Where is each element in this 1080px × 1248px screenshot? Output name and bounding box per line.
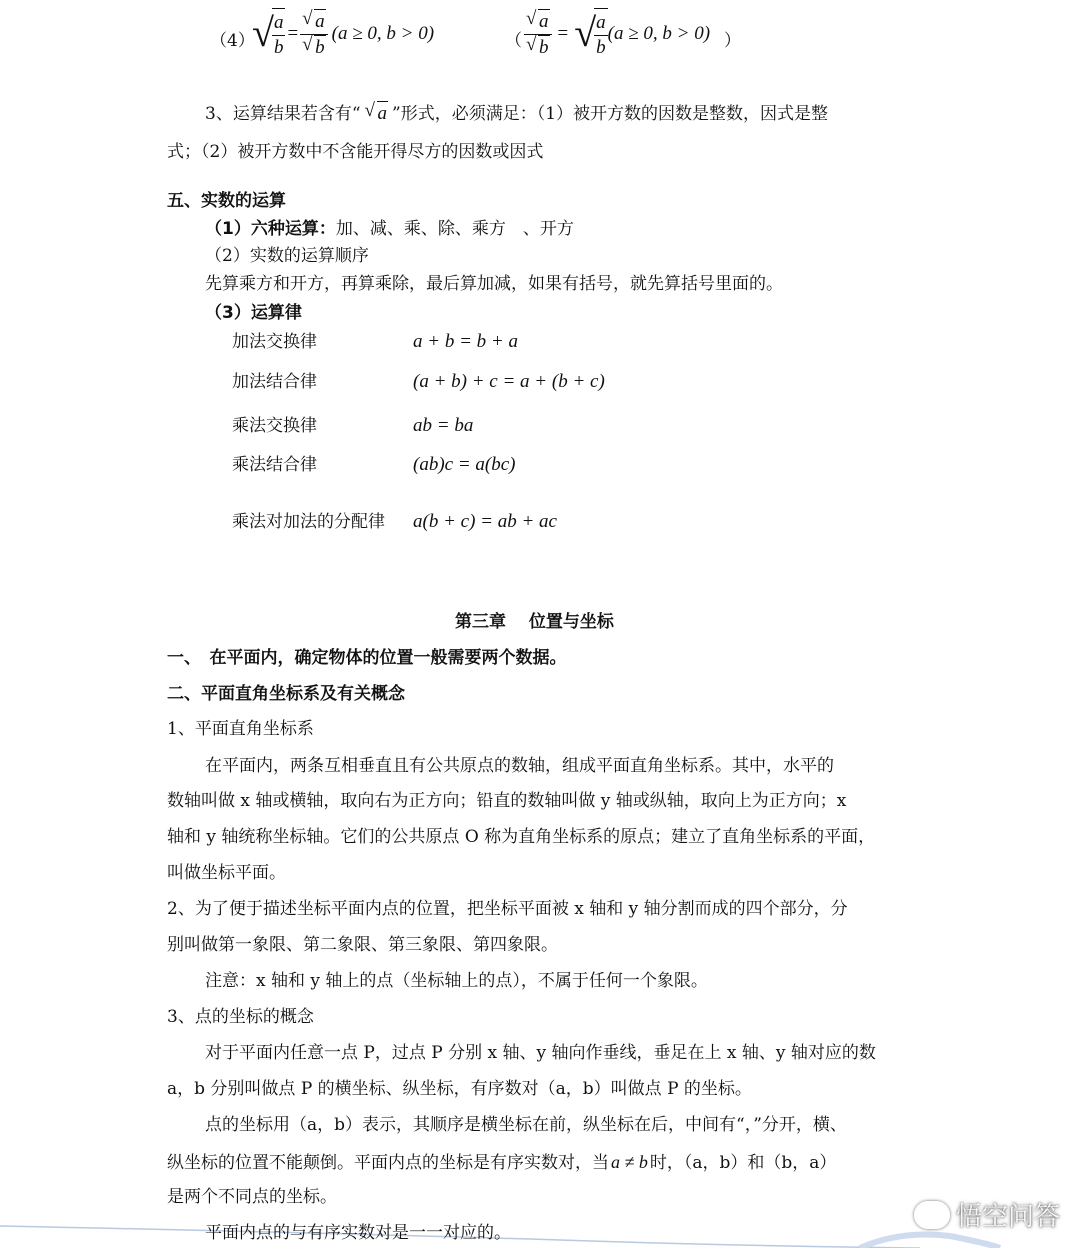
law-formula: ab = ba — [413, 415, 474, 436]
sqrt-fraction: √ $\frac{a}{b}$ — [252, 10, 284, 58]
law-name: 乘法交换律 — [232, 416, 317, 436]
section-5-heading: 五、实数的运算 — [167, 191, 286, 211]
text-segment: 时，（a，b）和（b，a） — [649, 1153, 837, 1173]
paragraph-line: 是两个不同点的坐标。 — [167, 1187, 337, 1207]
paragraph-line: 点的坐标用（a，b）表示，其顺序是横坐标在前，纵坐标在后，中间有“，”分开，横、 — [205, 1115, 847, 1135]
sqrt-a: √ a — [364, 100, 388, 124]
text-segment: 纵坐标的位置不能颠倒。平面内点的坐标是有序实数对，当 — [167, 1153, 609, 1173]
law-formula: (ab)c = a(bc) — [413, 454, 516, 475]
law-formula: a + b = b + a — [413, 331, 518, 352]
sqrt-fraction: √ $\frac{a}{b}$ — [574, 10, 606, 58]
formula-4-paren-open: （ — [505, 31, 522, 51]
paragraph-line: 别叫做第一象限、第二象限、第三象限、第四象限。 — [167, 935, 558, 955]
fraction-of-roots: √ a √ b — [524, 9, 552, 60]
paragraph-line: 平面内点的与有序实数对是一一对应的。 — [205, 1223, 511, 1243]
chapter-heading-1: 一、 在平面内，确定物体的位置一般需要两个数据。 — [167, 648, 567, 668]
watermark — [914, 1196, 1060, 1233]
chat-bubble-icon — [914, 1201, 950, 1229]
paragraph-line: 轴和 y 轴统称坐标轴。它们的公共原点 O 称为直角坐标系的原点；建立了直角坐标系的平面， — [167, 827, 876, 847]
section-5-item-2-text: 先算乘方和开方，再算乘除，最后算加减，如果有括号，就先算括号里面的。 — [205, 274, 783, 294]
paragraph-line: 在平面内，两条互相垂直且有公共原点的数轴，组成平面直角坐标系。其中，水平的 — [205, 756, 834, 776]
fraction-of-roots: √ a √ b — [300, 9, 328, 60]
paragraph-line: a，b 分别叫做点 P 的横坐标、纵坐标，有序数对（a，b）叫做点 P 的坐标。 — [167, 1079, 752, 1099]
formula-4-left: √ $\frac{a}{b}$ = √ a √ b (a ≥ 0, b > 0) — [252, 7, 435, 58]
item-1-text: 加、减、乘、除、乘方 、开方 — [335, 219, 574, 239]
law-name: 乘法对加法的分配律 — [232, 512, 385, 532]
law-formula: (a + b) + c = a + (b + c) — [413, 371, 605, 392]
section-5-item-2: （2）实数的运算顺序 — [205, 246, 369, 266]
formula-4-label: （4） — [210, 31, 255, 51]
rule-3-line-1 — [205, 101, 828, 126]
paragraph-line: 数轴叫做 x 轴或横轴，取向右为正方向；铅直的数轴叫做 y 轴或纵轴，取向上为正方向；x — [167, 791, 847, 811]
chapter-heading-2: 二、平面直角坐标系及有关概念 — [167, 684, 405, 704]
law-formula: a(b + c) = ab + ac — [413, 511, 557, 532]
law-name: 加法结合律 — [232, 372, 317, 392]
rule-3-suffix: ”形式，必须满足：（1）被开方数的因数是整数，因式是整 — [392, 103, 829, 124]
item-1-title: （1）六种运算： — [205, 219, 336, 239]
rule-3-line-2: 式；（2）被开方数中不含能开得尽方的因数或因式 — [167, 142, 544, 162]
formula-4-paren-close: ） — [724, 31, 741, 51]
paragraph-line: 叫做坐标平面。 — [167, 863, 286, 883]
subsection-1: 1、平面直角坐标系 — [167, 719, 314, 739]
inline-math: a ≠ b — [611, 1152, 648, 1172]
subsection-3: 3、点的坐标的概念 — [167, 1007, 314, 1027]
paragraph-line: 对于平面内任意一点 P，过点 P 分别 x 轴、y 轴向作垂线，垂足在上 x 轴、y 轴对应的数 — [205, 1043, 876, 1063]
chapter-title: 第三章 位置与坐标 — [455, 612, 614, 632]
paragraph-line: 2、为了便于描述坐标平面内点的位置，把坐标平面被 x 轴和 y 轴分割而成的四个部分，分 — [167, 899, 848, 919]
formula-4-condition-2: (a ≥ 0, b > 0) — [607, 23, 711, 44]
rule-3-prefix: 3、运算结果若含有“ — [205, 103, 361, 124]
law-name: 加法交换律 — [232, 332, 317, 352]
watermark-text: 悟空问答 — [955, 1202, 1060, 1232]
formula-4-right: √ a √ b = √ $\frac{a}{b}$ (a ≥ 0, b > 0) — [526, 7, 711, 58]
note-line: 注意：x 轴和 y 轴上的点（坐标轴上的点），不属于任何一个象限。 — [205, 971, 708, 991]
section-5-item-3: （3）运算律 — [205, 303, 302, 323]
law-name: 乘法结合律 — [232, 455, 317, 475]
section-5-item-1 — [205, 218, 574, 240]
paragraph-line — [167, 1150, 836, 1174]
formula-4-condition: (a ≥ 0, b > 0) — [331, 23, 435, 44]
